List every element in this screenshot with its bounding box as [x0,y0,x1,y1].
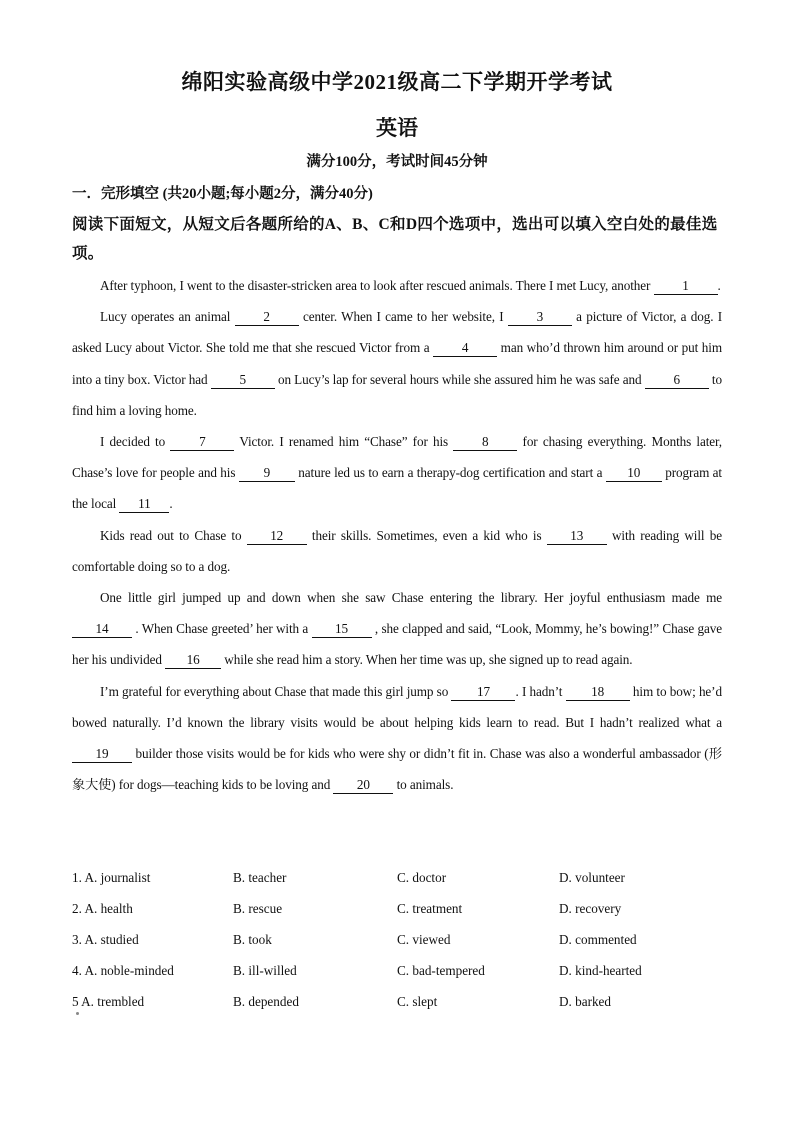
page-mark [76,1012,79,1015]
option-a: 5 A. trembled [72,994,145,1009]
blank-10: 10 [606,464,662,482]
option-d: D. barked [559,994,611,1009]
option-a: 2. A. health [72,901,133,916]
paragraph-4 [72,520,722,582]
passage-text: man who’d thrown him around or put him into a tiny box. Victor had [72,340,722,387]
option-d: D. volunteer [559,870,625,885]
cloze-passage [72,270,722,800]
passage-text: to animals. [393,777,454,793]
passage-text: for chasing everything. Months later, Chase’s love for people and his [72,434,722,481]
passage-text: , she clapped and said, “Look, Mommy, he’s bowing!” Chase gave her his undivided [72,621,722,668]
passage-text: on Lucy’s lap for several hours while she assured him he was safe and [274,371,645,387]
subject-title: 英语 [376,116,418,140]
option-a: 3. A. studied [72,932,139,947]
blank-18: 18 [566,683,630,701]
passage-text: Victor. I renamed him “Chase” for his [234,434,454,450]
paragraph-3 [72,426,722,520]
passage-text: a picture of Victor, a dog. I asked Lucy about Victor. She told me that she rescued Victor from a [72,309,723,356]
option-c: C. slept [397,994,438,1009]
blank-20: 20 [333,776,393,794]
exam-title: 绵阳实验高级中学2021级高二下学期开学考试 [181,70,613,94]
option-row [72,986,722,1017]
passage-text: center. When I came to her website, I [298,309,508,325]
passage-text: with reading will be comfortable doing so to a dog. [72,527,722,574]
option-d: D. commented [559,932,637,947]
blank-11: 11 [119,495,169,513]
option-b: B. rescue [233,901,283,916]
paragraph-6 [72,676,722,801]
blank-4: 4 [433,339,497,357]
option-c: C. viewed [397,932,451,947]
instruction-text: 阅读下面短文，从短文后各题所给的A、B、C和D四个选项中，选出可以填入空白处的最佳选项。 [72,216,718,262]
option-a: 1. A. journalist [72,870,151,885]
option-d: D. kind-hearted [559,963,642,978]
passage-text: nature led us to earn a therapy-dog certification and start a [294,465,606,481]
blank-9: 9 [239,464,295,482]
option-row [72,955,722,986]
passage-text: their skills. Sometimes, even a kid who is [306,527,547,543]
paragraph-1 [72,270,722,301]
blank-5: 5 [211,371,275,389]
blank-1: 1 [654,277,718,295]
passage-text: Lucy operates an animal [100,309,235,325]
blank-7: 7 [170,433,234,451]
option-row [72,862,722,893]
blank-12: 12 [247,527,307,545]
passage-text: After typhoon, I went to the disaster-stricken area to look after rescued animals. There I met Lucy, another [100,278,654,293]
passage-text: while she read him a story. When her time was up, she signed up to read again. [221,652,633,668]
option-a: 4. A. noble-minded [72,963,174,978]
passage-text: him to bow; he’d bowed naturally. I’d known the library visits would be about helping kids learn to read. But I hadn’t realized what a [72,683,722,730]
passage-text: Kids read out to Chase to [100,527,247,543]
passage-text: I’m grateful for everything about Chase that made this girl jump so [100,683,452,699]
passage-text: One little girl jumped up and down when she saw Chase entering the library. Her joyful enthusiasm made me [100,590,722,606]
blank-14: 14 [72,620,132,638]
blank-17: 17 [451,683,515,701]
blank-8: 8 [453,433,517,451]
option-c: C. bad-tempered [397,963,485,978]
option-b: B. depended [233,994,299,1009]
blank-6: 6 [645,371,709,389]
blank-13: 13 [547,527,607,545]
option-b: B. ill-willed [233,963,297,978]
option-row [72,924,722,955]
score-info: 满分100分，考试时间45分钟 [306,154,488,170]
option-b: B. took [233,932,272,947]
paragraph-5 [72,582,722,676]
passage-text: . [717,278,721,293]
blank-3: 3 [508,308,572,326]
passage-text: to find him a loving home. [72,371,722,418]
section-heading: 一．完形填空 (共20小题;每小题2分，满分40分) [72,186,373,202]
passage-text: program at the local [72,465,722,512]
passage-text: . I hadn’t [515,683,566,699]
blank-16: 16 [165,651,221,669]
blank-19: 19 [72,745,132,763]
passage-text: . When Chase greeted’ her with a [132,621,312,637]
blank-2: 2 [235,308,299,326]
passage-text: . [169,496,173,512]
option-c: C. treatment [397,901,463,916]
passage-text: I decided to [100,434,171,450]
option-c: C. doctor [397,870,447,885]
option-row [72,893,722,924]
passage-text: builder those visits would be for kids who were shy or didn’t fit in. Chase was also a wonderful ambassador (形象大使) for dogs—teaching kids to be loving and [72,746,722,793]
answer-options [72,862,722,1017]
option-d: D. recovery [559,901,622,916]
option-b: B. teacher [233,870,287,885]
blank-15: 15 [312,620,372,638]
paragraph-2 [72,301,722,426]
